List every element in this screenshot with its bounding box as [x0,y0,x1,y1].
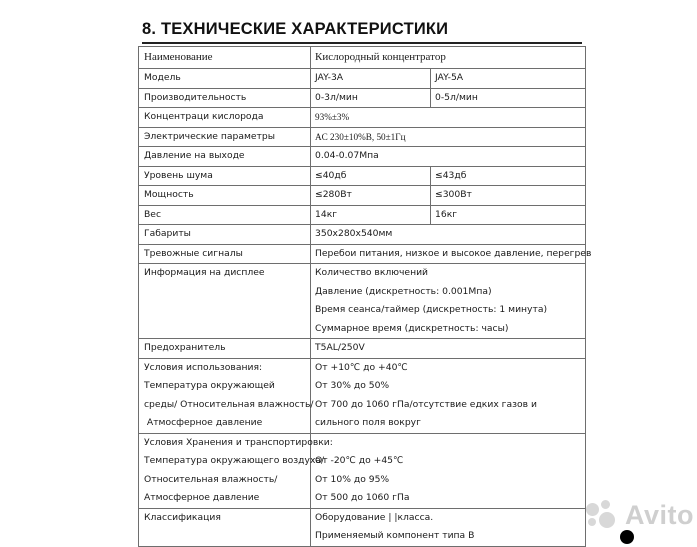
usage-value-line: сильного поля вокруг [315,417,421,428]
table-row [139,508,586,546]
watermark-text: Avito [625,499,694,530]
row-value-3a: JAY-3A [311,69,431,89]
storage-value-line [315,434,581,453]
row-label: Габариты [139,225,311,245]
row-label: Электрические параметры [139,127,311,147]
row-label: Концентраци кислорода [139,108,311,128]
row-value-5a: 0-5л/мин [431,88,586,108]
row-value: 93%±3% [311,108,586,128]
table-row [139,358,586,433]
table-row [139,205,586,225]
row-value-5a: ≤43дб [431,166,586,186]
classification-line: Применяемый компонент типа B [315,530,475,541]
display-line: Количество включений [315,267,429,278]
row-label: Тревожные сигналы [139,244,311,264]
row-label: Наименование [139,47,311,69]
usage-value-line: От 700 до 1060 гПа/отсутствие едких газов и [315,398,537,410]
row-value-5a: 16кг [431,205,586,225]
table-row [139,186,586,206]
avito-logo-icon [584,500,620,530]
row-label: Мощность [139,186,311,206]
table-row [139,433,586,508]
row-value: T5AL/250V [311,339,586,359]
row-label: Вес [139,205,311,225]
storage-label-line: Относительная влажность/ [144,473,278,485]
spec-table [138,46,592,547]
storage-value-line: От 10% до 95% [315,473,390,485]
display-line: Давление (дискретность: 0.001Мпа) [315,285,492,297]
usage-value-line: От +10℃ до +40℃ [315,361,408,373]
row-value-5a: ≤300Вт [431,186,586,206]
avito-watermark [584,497,694,533]
row-value: 350x280x540мм [311,225,586,245]
table-row [139,225,586,245]
table-row [139,108,586,128]
usage-value-line: От 30% до 50% [315,380,390,391]
storage-value-line: От 500 до 1060 гПа [315,492,410,503]
row-value [311,264,586,339]
row-value [311,508,586,546]
table-row [139,244,586,264]
row-value [311,358,586,433]
row-value-3a: ≤40дб [311,166,431,186]
table-row [139,127,586,147]
table-row [139,147,586,167]
row-label: Производительность [139,88,311,108]
row-value: AC 230±10%В, 50±1Гц [311,127,586,147]
table-row [139,264,586,339]
page-heading: 8. ТЕХНИЧЕСКИЕ ХАРАКТЕРИСТИКИ [142,20,449,38]
display-line: Суммарное время (дискретность: часы) [315,322,509,334]
row-value: 0.04-0.07Мпа [311,147,586,167]
usage-label-line: Атмосферное давление [144,417,263,428]
row-value-5a: JAY-5A [431,69,586,89]
display-line: Время сеанса/таймер (дискретность: 1 минута) [315,304,548,315]
corner-dot-icon [620,530,634,544]
table-row [139,69,586,89]
row-value-3a: ≤280Вт [311,186,431,206]
storage-label-line: Условия Хранения и транспортировки: [144,436,333,448]
row-value [311,433,586,508]
usage-label-line: Температура окружающей [144,380,275,391]
row-label: Классификация [139,508,311,546]
row-value-3a: 14кг [311,205,431,225]
row-label: Давление на выходе [139,147,311,167]
row-label [139,358,314,433]
row-label: Уровень шума [139,166,311,186]
row-value-3a: 0-3л/мин [311,88,431,108]
row-value: Перебои питания, низкое и высокое давление, перегрев [311,244,586,264]
row-value: Кислородный концентратор [311,47,586,69]
classification-line: Оборудование | |класса. [315,511,434,523]
row-label [139,433,333,508]
heading-underline [142,42,582,44]
table-row [139,88,586,108]
row-label: Информация на дисплее [139,264,311,339]
usage-label-line: Условия использования: [144,361,263,373]
storage-label-line: Температура окружающего воздуха/ [144,455,325,466]
table-row [139,339,586,359]
table-row [139,166,586,186]
row-label: Предохранитель [139,339,311,359]
storage-label-line: Атмосферное давление [144,492,260,503]
usage-label-line: среды/ Относительная влажность/ [144,398,314,410]
storage-value-line: От -20℃ до +45℃ [315,455,404,466]
table-row [139,47,586,69]
row-label: Модель [139,69,311,89]
